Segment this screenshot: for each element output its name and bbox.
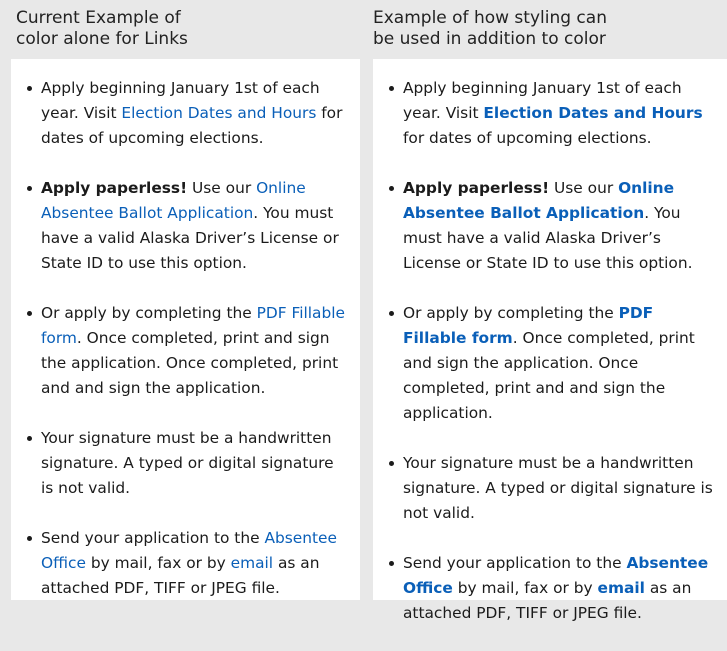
email-link[interactable]: email — [597, 579, 645, 597]
right-heading — [373, 8, 607, 50]
list-item: Apply paperless! Use our Online Absentee Ballot Application. You must have a valid Alaska Driver’s License or State ID to use this option. — [387, 176, 717, 276]
left-panel — [11, 59, 360, 600]
absentee-office-link[interactable]: Absentee Office — [403, 554, 709, 597]
left-heading — [16, 8, 188, 50]
election-dates-link[interactable]: Election Dates and Hours — [483, 104, 703, 122]
absentee-office-link[interactable]: Absentee Office — [41, 529, 337, 572]
list-item: Or apply by completing the PDF Fillable form. Once completed, print and sign the application. Once completed, print and and sign the application. — [387, 301, 717, 426]
left-list — [25, 76, 350, 626]
left-heading-line2: color alone for Links — [16, 29, 188, 49]
list-item: Or apply by completing the PDF Fillable form. Once completed, print and sign the application. Once completed, print and and sign the application. — [25, 301, 350, 401]
right-panel — [373, 59, 727, 622]
pdf-fillable-link[interactable]: PDF Fillable form — [41, 304, 346, 347]
list-item: Send your application to the Absentee Office by mail, fax or by email as an attached PDF, TIFF or JPEG file. — [25, 526, 350, 601]
list-item: Your signature must be a handwritten signature. A typed or digital signature is not valid. — [25, 426, 350, 501]
list-item: Your signature must be a handwritten signature. A typed or digital signature is not valid. — [387, 451, 717, 526]
list-item: Send your application to the Absentee Office by mail, fax or by email as an attached PDF, TIFF or JPEG file. — [387, 551, 717, 626]
email-link[interactable]: email — [230, 554, 274, 572]
left-heading-line1: Current Example of — [16, 8, 181, 28]
election-dates-link[interactable]: Election Dates and Hours — [121, 104, 317, 122]
online-absentee-link[interactable]: Online Absentee Ballot Application — [41, 179, 306, 222]
list-item: Apply paperless! Use our Online Absentee Ballot Application. You must have a valid Alaska Driver’s License or State ID to use this option. — [25, 176, 350, 276]
right-list — [387, 76, 717, 651]
right-heading-line2: be used in addition to color — [373, 29, 606, 49]
list-item: Apply beginning January 1st of each year. Visit Election Dates and Hours for dates of upcoming elections. — [25, 76, 350, 151]
pdf-fillable-link[interactable]: PDF Fillable form — [403, 304, 654, 347]
list-item: Apply beginning January 1st of each year. Visit Election Dates and Hours for dates of upcoming elections. — [387, 76, 717, 151]
online-absentee-link[interactable]: Online Absentee Ballot Application — [403, 179, 675, 222]
right-heading-line1: Example of how styling can — [373, 8, 607, 28]
